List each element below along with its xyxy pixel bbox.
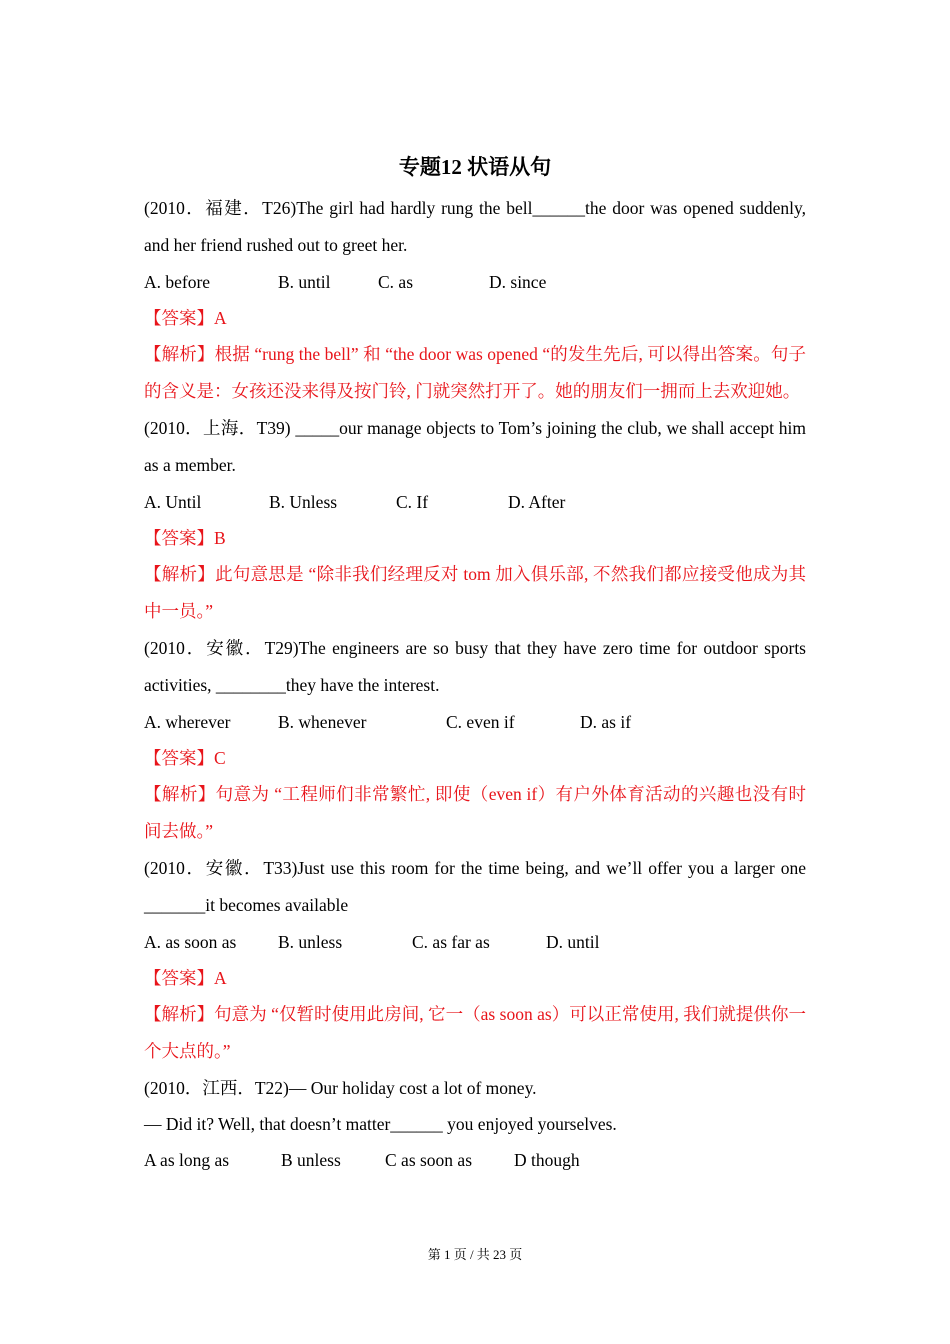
- option-b: B. until: [278, 272, 331, 292]
- option-b: B. Unless: [269, 492, 338, 512]
- question-4: [144, 850, 806, 1070]
- option-a: A. Until: [144, 492, 202, 512]
- explanation-text: 【解析】根据 “rung the bell” 和 “the door was opened “的发生先后, 可以得出答案。句子的含义是：女孩还没来得及按门铃, 门就突然打开了。她的朋友们一拥而上去欢迎她。: [144, 344, 806, 401]
- option-d: D though: [514, 1150, 580, 1170]
- answer-label: 【答案】A: [144, 968, 227, 988]
- answer-label: 【答案】C: [144, 748, 226, 768]
- answer-label: 【答案】B: [144, 528, 226, 548]
- question-stem: (2010．安徽．T29)The engineers are so busy that they have zero time for outdoor sports activities, ________they have the interest.: [144, 638, 806, 695]
- option-b: B. unless: [278, 932, 343, 952]
- option-c: C as soon as: [385, 1150, 473, 1170]
- question-2: [144, 410, 806, 630]
- option-a: A. before: [144, 272, 211, 292]
- question-stem: (2010．上海．T39) _____our manage objects to Tom’s joining the club, we shall accept him as a member.: [144, 418, 806, 475]
- explanation-text: 【解析】此句意思是 “除非我们经理反对 tom 加入俱乐部, 不然我们都应接受他成为其中一员。”: [144, 564, 806, 621]
- question-1: [144, 190, 806, 410]
- question-3: [144, 630, 806, 850]
- option-d: D. since: [489, 272, 547, 292]
- option-a: A as long as: [144, 1150, 230, 1170]
- explanation-text: 【解析】句意为 “仅暂时使用此房间, 它一（as soon as）可以正常使用, 我们就提供你一个大点的。”: [144, 1004, 806, 1061]
- option-c: C. If: [396, 492, 429, 512]
- option-row: [144, 1142, 806, 1178]
- option-c: C. as: [378, 272, 413, 292]
- option-d: D. until: [546, 932, 600, 952]
- question-stem: (2010．江西．T22)— Our holiday cost a lot of money.: [144, 1078, 537, 1098]
- question-stem: (2010．福建．T26)The girl had hardly rung the bell______the door was opened suddenly, and her friend rushed out to greet her.: [144, 198, 806, 255]
- option-row: [144, 264, 806, 300]
- question-stem: (2010．安徽．T33)Just use this room for the time being, and we’ll offer you a larger one _______it becomes available: [144, 858, 806, 915]
- option-d: D. After: [508, 492, 566, 512]
- page-title: 专题12 状语从句: [398, 155, 552, 179]
- explanation-text: 【解析】句意为 “工程师们非常繁忙, 即使（even if）有户外体育活动的兴趣也没有时间去做。”: [144, 784, 806, 841]
- option-c: C. even if: [446, 712, 515, 732]
- document-page: [144, 152, 806, 1178]
- option-c: C. as far as: [412, 932, 490, 952]
- question-5: [144, 1070, 806, 1178]
- question-stem-line-2: — Did it? Well, that doesn’t matter______ you enjoyed yourselves.: [144, 1114, 617, 1134]
- option-row: [144, 484, 806, 520]
- option-b: B. whenever: [278, 712, 367, 732]
- answer-label: 【答案】A: [144, 308, 227, 328]
- option-b: B unless: [281, 1150, 341, 1170]
- option-row: [144, 704, 806, 740]
- option-row: [144, 924, 806, 960]
- option-d: D. as if: [580, 712, 632, 732]
- option-a: A. wherever: [144, 712, 231, 732]
- page-footer: 第 1 页 / 共 23 页: [427, 1247, 523, 1262]
- option-a: A. as soon as: [144, 932, 237, 952]
